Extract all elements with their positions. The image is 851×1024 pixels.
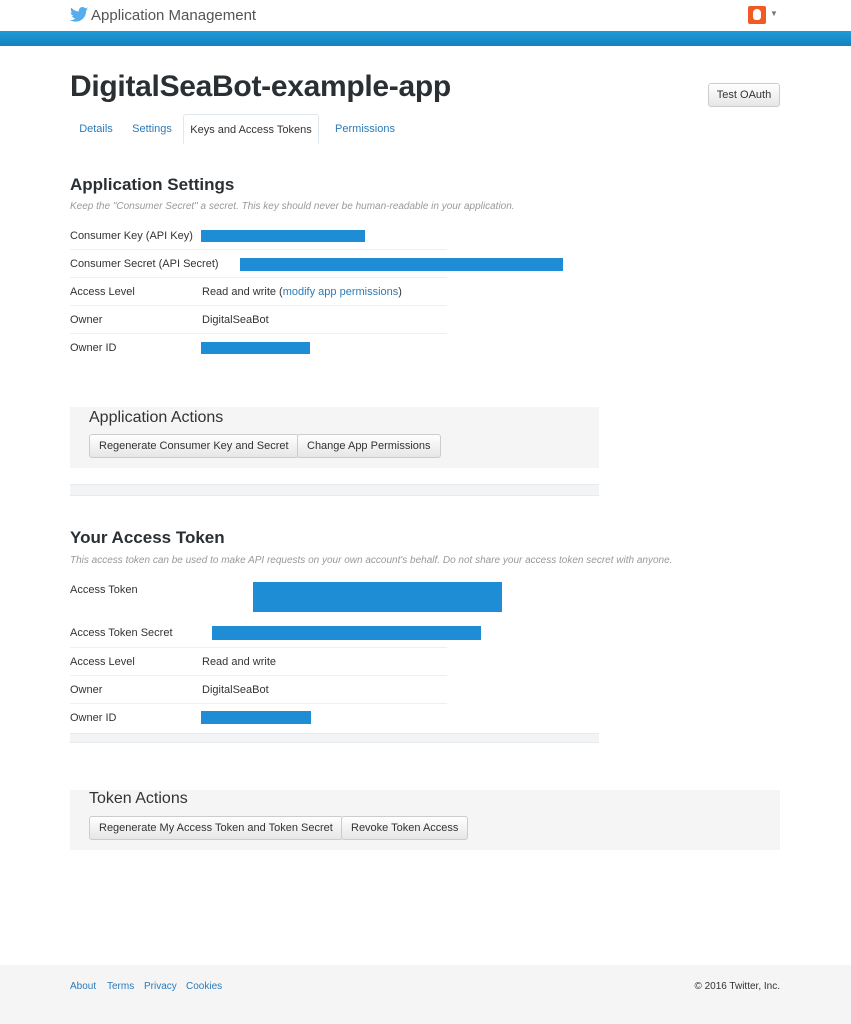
token-actions-panel	[70, 790, 780, 850]
page-title: DigitalSeaBot-example-app	[70, 70, 451, 103]
tab-permissions[interactable]: Permissions	[335, 123, 395, 135]
token-access-level-label: Access Level	[70, 656, 135, 668]
test-oauth-button[interactable]: Test OAuth	[708, 83, 780, 107]
token-access-level-row	[70, 648, 447, 676]
access-level-label: Access Level	[70, 286, 135, 298]
footer-link-cookies[interactable]: Cookies	[186, 981, 223, 992]
access-token-heading: Your Access Token	[70, 528, 225, 547]
tab-details[interactable]: Details	[79, 123, 113, 135]
application-settings-heading: Application Settings	[70, 175, 235, 194]
access-level-row	[70, 278, 447, 306]
application-actions-panel	[70, 407, 599, 468]
token-owner-row	[70, 676, 447, 704]
footer-link-privacy[interactable]: Privacy	[144, 981, 177, 992]
footer-link-about[interactable]: About	[70, 981, 97, 992]
access-token-secret-label: Access Token Secret	[70, 627, 173, 639]
regenerate-access-token-button[interactable]: Regenerate My Access Token and Token Secret	[89, 816, 343, 840]
owner-label: Owner	[70, 314, 103, 326]
token-owner-label: Owner	[70, 684, 103, 696]
change-app-permissions-button[interactable]: Change App Permissions	[297, 434, 441, 458]
token-owner-id-row	[70, 704, 447, 732]
token-owner-id-label: Owner ID	[70, 712, 117, 724]
header-banner	[0, 31, 851, 46]
twitter-bird-icon[interactable]	[70, 7, 88, 22]
divider	[70, 484, 599, 496]
user-avatar[interactable]	[748, 6, 766, 24]
regenerate-consumer-key-button[interactable]: Regenerate Consumer Key and Secret	[89, 434, 299, 458]
token-access-level-value: Read and write	[202, 656, 276, 668]
modify-app-permissions-link[interactable]: modify app permissions	[282, 286, 399, 298]
access-token-secret-redacted	[212, 626, 481, 640]
consumer-key-row	[70, 222, 447, 250]
copyright: © 2016 Twitter, Inc.	[694, 981, 780, 992]
access-level-value: Read and write (modify app permissions)	[202, 286, 402, 298]
footer-link-terms[interactable]: Terms	[107, 981, 135, 992]
top-bar	[0, 0, 851, 31]
tab-keys-and-access-tokens[interactable]: Keys and Access Tokens	[183, 114, 319, 144]
token-actions-heading: Token Actions	[89, 790, 188, 807]
token-owner-id-redacted	[201, 711, 311, 724]
access-token-row	[70, 576, 447, 619]
revoke-token-access-button[interactable]: Revoke Token Access	[341, 816, 468, 840]
access-token-note: This access token can be used to make API requests on your own account's behalf. Do not share your access token secret with anyone.	[70, 555, 673, 566]
consumer-secret-redacted	[240, 258, 563, 271]
owner-id-label: Owner ID	[70, 342, 117, 354]
tab-settings[interactable]: Settings	[132, 123, 172, 135]
tab-bar	[70, 114, 780, 144]
owner-id-row	[70, 334, 447, 362]
consumer-key-label: Consumer Key (API Key)	[70, 230, 193, 242]
app-title[interactable]: Application Management	[91, 7, 257, 24]
access-token-secret-row	[70, 619, 447, 648]
consumer-secret-note: Keep the "Consumer Secret" a secret. This key should never be human-readable in your application.	[70, 201, 515, 212]
access-token-label: Access Token	[70, 584, 138, 596]
consumer-key-redacted	[201, 230, 365, 242]
footer	[0, 965, 851, 1024]
chevron-down-icon[interactable]: ▼	[770, 9, 778, 18]
consumer-secret-row	[70, 250, 447, 278]
consumer-secret-label: Consumer Secret (API Secret)	[70, 258, 219, 270]
token-owner-value: DigitalSeaBot	[202, 684, 269, 696]
owner-value: DigitalSeaBot	[202, 314, 269, 326]
owner-id-redacted	[201, 342, 310, 354]
divider	[70, 733, 599, 743]
owner-row	[70, 306, 447, 334]
access-token-redacted	[253, 582, 502, 612]
application-actions-heading: Application Actions	[89, 409, 224, 426]
